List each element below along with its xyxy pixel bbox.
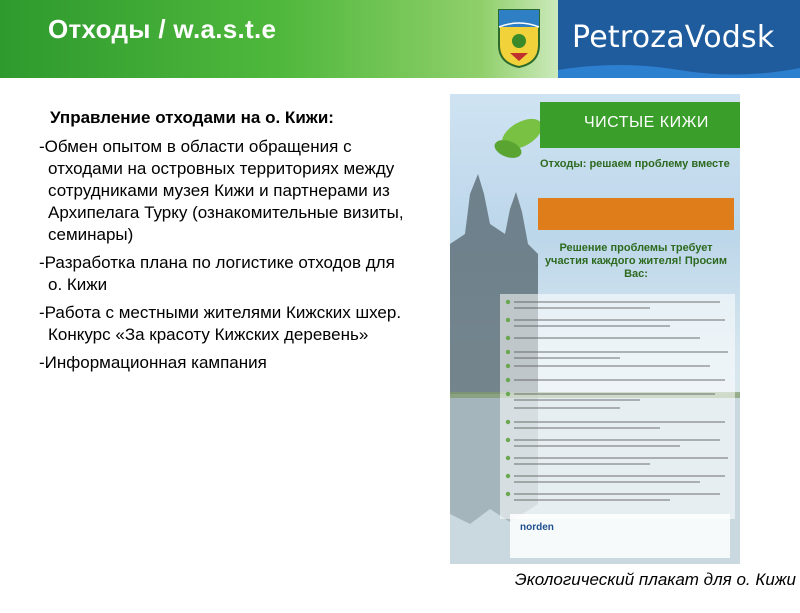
norden-logo: norden: [520, 522, 554, 533]
list-item: -Информационная кампания: [39, 353, 267, 372]
poster-orange-box: [538, 198, 734, 230]
poster-heading: Отходы: решаем проблему вместе: [540, 158, 730, 170]
slide-title: Отходы / w.a.s.t.e: [48, 14, 277, 44]
list-item: -Разработка плана по логистике отходов для о. Кижи: [39, 253, 395, 294]
section-subtitle: Управление отходами на о. Кижи:: [50, 108, 334, 127]
wave-icon: [558, 60, 800, 78]
city-logo: [558, 0, 800, 78]
bullet-list: [32, 136, 412, 374]
city-logo-text: PetrozaVodsk: [572, 20, 775, 55]
poster-caption: Экологический плакат для о. Кижи: [514, 570, 796, 589]
poster-checklist: [500, 294, 735, 519]
list-item: -Обмен опытом в области обращения с отходами на островных территориях между сотрудниками музея Кижи и партнерами из Архипелага Турку (ознакомительные визиты, семинары): [39, 137, 404, 244]
main-text: [32, 108, 412, 380]
list-item: -Работа с местными жителями Кижских шхер. Конкурс «За красоту Кижских деревень»: [39, 303, 402, 344]
poster-call-to-action: Решение проблемы требует участия каждого жителя! Просим Вас:: [544, 242, 728, 280]
eco-poster: [450, 94, 740, 564]
poster-footer: [510, 514, 730, 558]
coat-of-arms-icon: [496, 7, 542, 69]
poster-banner-text: ЧИСТЫЕ КИЖИ: [584, 114, 709, 131]
checklist-lines: [500, 294, 735, 519]
poster-banner: [540, 102, 740, 148]
header-band: [0, 0, 800, 78]
